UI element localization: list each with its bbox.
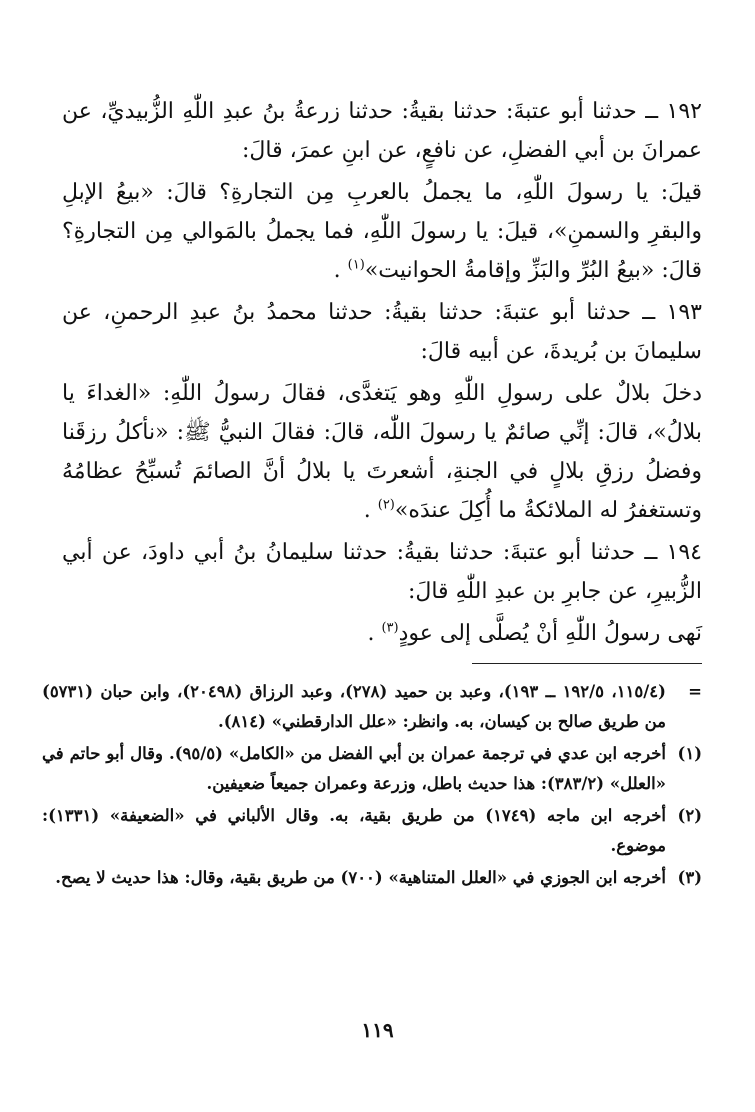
footnote-3 (42, 863, 702, 893)
footnote-separator (472, 663, 702, 664)
main-text (62, 92, 702, 653)
hadith-192-matn (62, 173, 702, 290)
footnote-mark: = (688, 682, 702, 701)
footnote-ref-2[interactable]: (٢) (377, 497, 395, 513)
page-number: ١١٩ (361, 1018, 394, 1042)
footnote-mark: (٢) (677, 806, 702, 825)
hadith-193-matn-text: دخلَ بلالٌ على رسولِ اللّٰهِ وهو يَتغدَّى، فقالَ رسولُ اللّٰهِ: «الغداءَ يا بلالُ»، قالَ: إنِّي صائمٌ يا رسولَ اللّٰه، قالَ: فقالَ النبيُّ ﷺ: «نأكلُ رزقَنا وفضلُ رزقِ بلالٍ في الجنةِ، أشعرتَ يا بلالُ أنَّ الصائمَ تُسبِّحُ عظامُهُ وتستغفرُ له الملائكةُ ما أُكِلَ عندَه» (62, 381, 702, 523)
hadith-194-matn (62, 614, 702, 653)
footnote-mark: (١) (677, 744, 702, 763)
footnotes (42, 677, 702, 895)
hadith-194-matn-text: نَهى رسولُ اللّٰهِ أنْ يُصلَّى إلى عودٍ (398, 621, 702, 646)
footnote-continuation (42, 677, 702, 737)
footnote-text: (١١٥/٤، ١٩٢/٥ ــ ١٩٣)، وعبد بن حميد (٢٧٨)، وعبد الرزاق (٢٠٤٩٨)، وابن حبان (٥٧٣١) من طريق صالح بن كيسان، به. وانظر: «علل الدارقطني» (٨١٤). (42, 682, 666, 731)
hadith-194-end: . (367, 621, 382, 646)
hadith-193-end: . (363, 498, 378, 523)
footnote-ref-3[interactable]: (٣) (381, 620, 399, 636)
hadith-194-isnad: ١٩٤ ــ حدثنا أبو عتبةَ: حدثنا بقيةُ: حدثنا سليمانُ بنُ أبي داودَ، عن أبي الزُّبيرِ، عن جابرِ بن عبدِ اللّٰهِ قالَ: (62, 540, 702, 604)
hadith-192-isnad: ١٩٢ ــ حدثنا أبو عتبةَ: حدثنا بقيةُ: حدثنا زرعةُ بنُ عبدِ اللّٰهِ الزُّبيديِّ، عن عمرانَ بن أبي الفضلِ، عن نافعٍ، عن ابنِ عمرَ، قالَ: (62, 99, 702, 163)
footnote-mark: (٣) (677, 868, 702, 887)
footnote-text: أخرجه ابن الجوزي في «العلل المتناهية» (٧٠٠) من طريق بقية، وقال: هذا حديث لا يصح. (55, 868, 666, 887)
hadith-192-matn-text: قيلَ: يا رسولَ اللّٰهِ، ما يجملُ بالعربِ مِن التجارةِ؟ قالَ: «بيعُ الإبلِ والبقرِ والسمنِ»، قيلَ: يا رسولَ اللّٰهِ، فما يجملُ بالمَوالي مِن التجارةِ؟ قالَ: «بيعُ البُرِّ والبَزِّ وإقامةُ الحوانيت» (62, 180, 702, 283)
footnote-2 (42, 801, 702, 861)
footnote-text: أخرجه ابن ماجه (١٧٤٩) من طريق بقية، به. وقال الألباني في «الضعيفة» (١٣٣١): موضوع. (42, 806, 666, 855)
footnote-text: أخرجه ابن عدي في ترجمة عمران بن أبي الفضل من «الكامل» (٩٥/٥). وقال أبو حاتم في «العلل» (٣٨٣/٢): هذا حديث باطل، وزرعة وعمران جميعاً ضعيفين. (42, 744, 666, 793)
hadith-192-end: . (333, 258, 348, 283)
hadith-193-matn (62, 374, 702, 530)
footnote-ref-1[interactable]: (١) (347, 257, 365, 273)
hadith-193-isnad: ١٩٣ ــ حدثنا أبو عتبةَ: حدثنا بقيةُ: حدثنا محمدُ بنُ عبدِ الرحمنِ، عن سليمانَ بن بُريدةَ، عن أبيه قالَ: (62, 300, 702, 364)
footnote-1 (42, 739, 702, 799)
